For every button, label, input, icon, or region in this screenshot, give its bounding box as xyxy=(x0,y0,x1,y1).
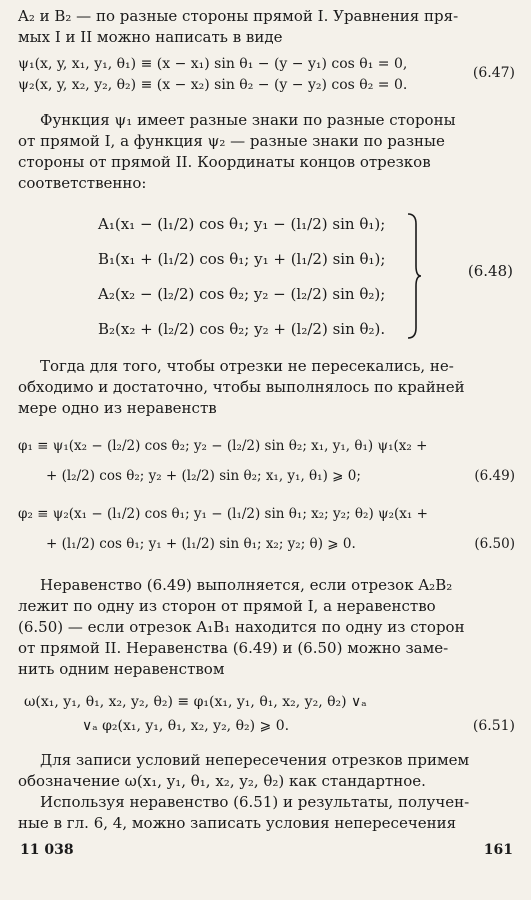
equation-number: (6.48) xyxy=(467,262,513,280)
equation-6-49-line-2: + (l₂/2) cos θ₂; y₂ + (l₂/2) sin θ₂; x₁, y₁, θ₁) ⩾ 0; (6.49) xyxy=(18,461,515,491)
coord-row-a1: A₁(x₁ − (l₁/2) cos θ₁; y₁ − (l₁/2) sin θ₁); xyxy=(98,215,386,233)
equation-6-51 xyxy=(18,690,515,738)
equation-6-49-line-1: φ₁ ≡ ψ₁(x₂ − (l₂/2) cos θ₂; y₂ − (l₂/2) sin θ₂; x₁, y₁, θ₁) ψ₁(x₂ + xyxy=(18,438,428,454)
coord-row-a2: A₂(x₂ − (l₂/2) cos θ₂; y₂ − (l₂/2) sin θ₂); xyxy=(98,285,386,303)
using-paragraph: Используя неравенство (6.51) и результаты, получен- ные в гл. 6, 4, можно записать условия непересечения xyxy=(18,793,470,832)
equation-number: (6.50) xyxy=(474,536,515,552)
equation-6-47-line-1: ψ₁(x, y, x₁, y₁, θ₁) ≡ (x − x₁) sin θ₁ − (y − y₁) cos θ₁ = 0, xyxy=(18,56,408,72)
equation-6-50-line-1: φ₂ ≡ ψ₂(x₁ − (l₁/2) cos θ₁; y₁ − (l₁/2) sin θ₁; x₂; y₂; θ₂) ψ₂(x₁ + xyxy=(18,506,428,522)
equation-number: (6.51) xyxy=(472,718,515,734)
book-page xyxy=(18,6,515,894)
notation-paragraph: Для записи условий непересечения отрезков примем обозначение ω(x₁, y₁, θ₁, x₂, y₂, θ₂) как стандартное. xyxy=(18,751,470,790)
page-number: 161 xyxy=(483,842,513,858)
right-brace-icon xyxy=(406,212,422,340)
printer-signature: 11 038 xyxy=(20,842,74,858)
function-paragraph: Функция ψ₁ имеет разные знаки по разные стороны от прямой I, а функция ψ₂ — разные знаки по разные стороны от прямой II. Координаты концов отрезков соответственно: xyxy=(18,111,456,192)
coord-row-b1: B₁(x₁ + (l₁/2) cos θ₁; y₁ + (l₁/2) sin θ₁); xyxy=(98,250,386,268)
equation-6-51-line-2: ∨ₐ φ₂(x₁, y₁, θ₁, x₂, y₂, θ₂) ⩾ 0. (6.51) xyxy=(18,714,515,738)
equation-6-47-line-2: ψ₂(x, y, x₂, y₂, θ₂) ≡ (x − x₂) sin θ₂ − (y − y₂) cos θ₂ = 0. xyxy=(18,77,408,93)
equation-number: (6.47) xyxy=(472,65,515,81)
intro-line-2: мых I и II можно написать в виде xyxy=(18,28,283,46)
intro-paragraph xyxy=(18,6,515,48)
equation-6-50 xyxy=(18,499,515,559)
equation-6-51-line-1: ω(x₁, y₁, θ₁, x₂, y₂, θ₂) ≡ φ₁(x₁, y₁, θ₁, x₂, y₂, θ₂) ∨ₐ xyxy=(24,694,367,710)
equation-6-49 xyxy=(18,431,515,491)
page-footer xyxy=(18,842,515,862)
equation-6-47 xyxy=(18,54,515,98)
intro-line-1: A₂ и B₂ — по разные стороны прямой I. Уравнения пря- xyxy=(18,7,459,25)
equation-6-48 xyxy=(18,208,515,346)
equation-number: (6.49) xyxy=(474,468,515,484)
equation-6-50-line-2: + (l₁/2) cos θ₁; y₁ + (l₁/2) sin θ₁; x₂; y₂; θ) ⩾ 0. (6.50) xyxy=(18,529,515,559)
then-paragraph: Тогда для того, чтобы отрезки не пересекались, не- обходимо и достаточно, чтобы выполнялось по крайней мере одно из неравенств xyxy=(18,357,465,417)
inequality-paragraph: Неравенство (6.49) выполняется, если отрезок A₂B₂ лежит по одну из сторон от прямой I, а неравенство (6.50) — если отрезок A₁B₁ находится по одну из сторон от прямой II. Неравенства (6.49) и (6.50) можно заме- нить одним неравенством xyxy=(18,576,465,678)
coord-row-b2: B₂(x₂ + (l₂/2) cos θ₂; y₂ + (l₂/2) sin θ₂). xyxy=(98,320,386,338)
